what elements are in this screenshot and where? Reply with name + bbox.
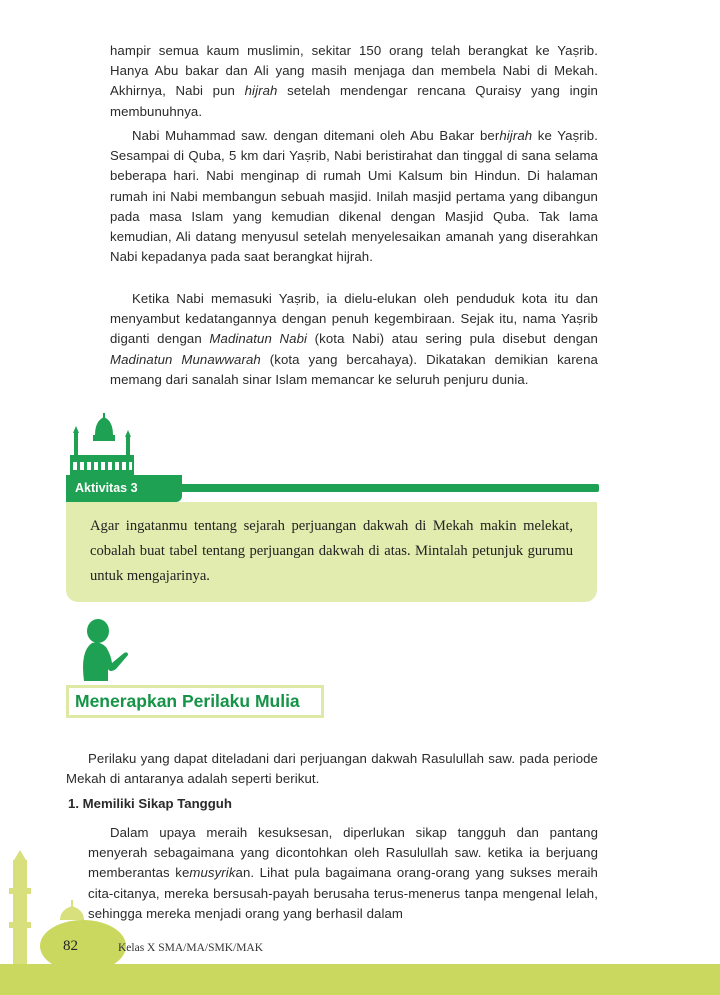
paragraph-quba: Nabi Muhammad saw. dengan ditemani oleh Abu Bakar berhijrah ke Yaṣrib. Sesampai di Quba, 5 km dari Yaṣrib, Nabi beristirahat dan tinggal di sana selama beberapa hari. Nabi menginap di rumah Umi Kalsum bin Hindun. Di halaman rumah ini Nabi membangun sebuah masjid. Inilah masjid pertama yang dibangun pada masa Islam yang kemudian dikenal dengan Masjid Quba. Tak lama kemudian, Ali datang menyusul setelah menyelesaikan amanah yang diserahkan Nabi kepadanya pada saat berangkat hijrah. xyxy=(110,128,599,265)
paragraph-madinah: Ketika Nabi memasuki Yaṣrib, ia dielu-elukan oleh penduduk kota itu dan menyambut kedatangannya dengan penuh kegembiraan. Sejak itu, nama Yaṣrib diganti dengan Madinatun Nabi (kota Nabi) atau sering pula disebut dengan Madinatun Munawwarah (kota yang bercahaya). Dikatakan demikian karena memang dari sanalah sinar Islam memancar ke seluruh penjuru dunia. xyxy=(110,291,598,387)
page-number-badge xyxy=(40,920,126,972)
section-heading xyxy=(66,685,324,718)
praying-person-icon xyxy=(78,619,130,681)
paragraph-sikap-tangguh: Dalam upaya meraih kesuksesan, diperlukan sikap tangguh dan pantang menyerah sebagaimana yang dicontohkan oleh Rasulullah saw. ketika ia berjuang memberantas kemusyrikan. Lihat pula bagaimana orang-orang yang sukses meraih cita-citanya, mereka bersusah-payah berusaha terus-menerus tanpa mengenal lelah, sehingga mereka menjadi orang yang berhasil dalam xyxy=(88,825,598,921)
section-title: Menerapkan Perilaku Mulia xyxy=(69,688,321,715)
subsection-title: 1. Memiliki Sikap Tangguh xyxy=(68,796,232,811)
activity-box xyxy=(66,502,597,602)
activity-label: Aktivitas 3 xyxy=(66,475,182,502)
mosque-icon xyxy=(68,413,138,475)
section-intro: Perilaku yang dapat diteladani dari perjuangan dakwah Rasulullah saw. pada periode Mekah di antaranya adalah seperti berikut. xyxy=(66,751,598,787)
page-number: 82 xyxy=(63,938,78,954)
activity-text: Agar ingatanmu tentang sejarah perjuangan dakwah di Mekah makin melekat, cobalah buat tabel tentang perjuangan dakwah di atas. Mintalah petunjuk gurumu untuk mengajarinya. xyxy=(90,518,573,584)
paragraph-hijrah-intro: hampir semua kaum muslimin, sekitar 150 orang telah berangkat ke Yaṣrib. Hanya Abu bakar dan Ali yang masih menjaga dan membela Nabi di Mekah. Akhirnya, Nabi pun hijrah setelah mendengar rencana Quraisy yang ingin membunuhnya. xyxy=(110,43,598,119)
book-class-label: Kelas X SMA/MA/SMK/MAK xyxy=(118,942,264,954)
footer-band xyxy=(0,964,720,995)
